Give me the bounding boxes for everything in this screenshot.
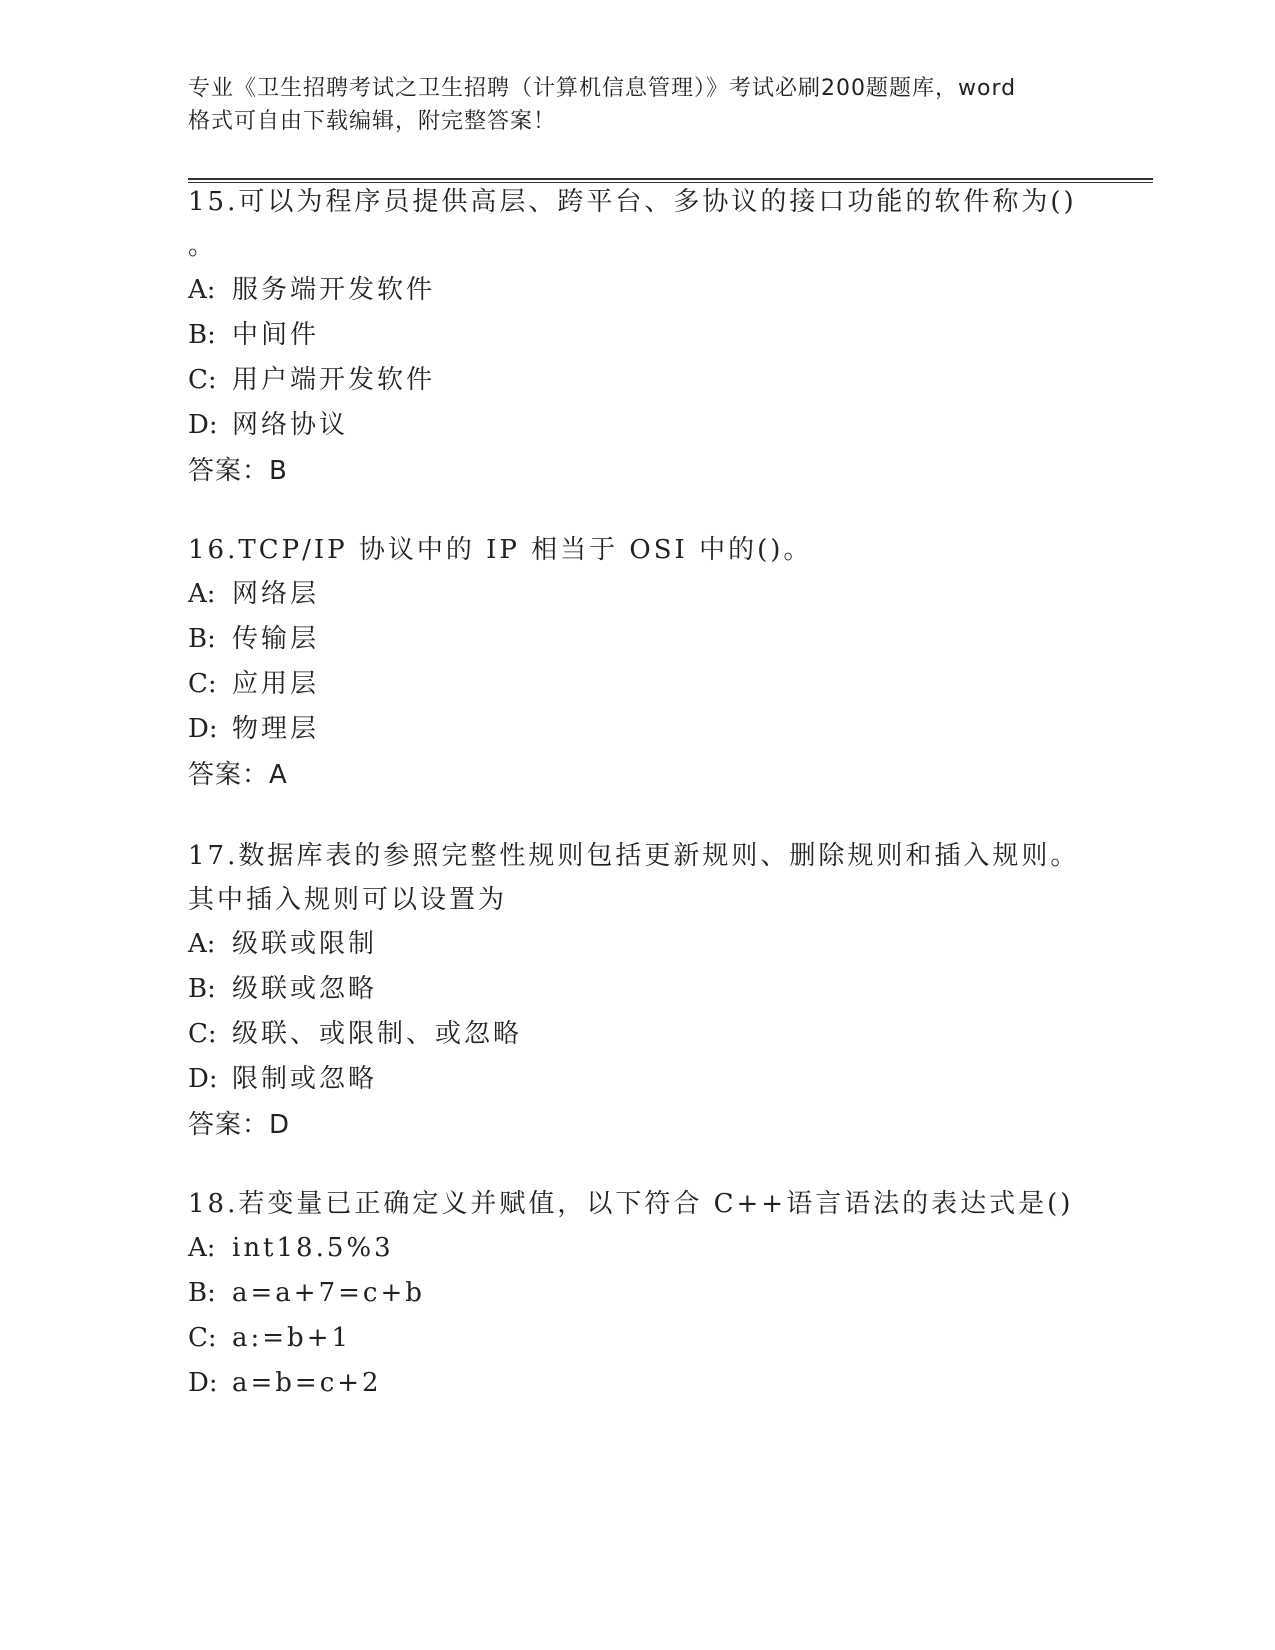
option-letter: C:: [188, 1323, 217, 1353]
answer-label: 答案：B: [188, 456, 288, 486]
option-c: [188, 358, 1088, 403]
option-d: [188, 1361, 1088, 1406]
option-letter: C:: [188, 365, 217, 395]
option-text: 网络层: [232, 579, 320, 609]
option-letter: A:: [188, 929, 216, 959]
option-text: a:=b+1: [232, 1323, 352, 1353]
option-text: a=a+7=c+b: [232, 1278, 425, 1308]
option-text: 级联、或限制、或忽略: [232, 1019, 523, 1049]
option-letter: D:: [188, 714, 218, 744]
option-letter: D:: [188, 410, 218, 440]
option-letter: D:: [188, 1368, 218, 1398]
option-text: 级联或限制: [232, 929, 378, 959]
answer-label: 答案：D: [188, 1110, 291, 1140]
option-letter: A:: [188, 275, 216, 305]
option-letter: A:: [188, 1233, 216, 1263]
question-stem: 16.TCP/IP 协议中的 IP 相当于 OSI 中的()。: [188, 535, 813, 565]
question-15: [188, 180, 1088, 494]
option-c: [188, 662, 1088, 707]
question-16: [188, 528, 1088, 798]
option-c: [188, 1012, 1088, 1057]
option-b: [188, 313, 1088, 358]
option-letter: D:: [188, 1064, 218, 1094]
answer-label: 答案：A: [188, 760, 288, 790]
option-b: [188, 967, 1088, 1012]
option-d: [188, 707, 1088, 752]
question-stem-continued: 。: [188, 231, 218, 261]
question-18: [188, 1182, 1088, 1406]
option-text: int18.5%3: [232, 1233, 394, 1263]
question-stem: 17.数据库表的参照完整性规则包括更新规则、删除规则和插入规则。: [188, 841, 1080, 871]
document-header: [188, 72, 1088, 138]
option-text: 应用层: [232, 669, 320, 699]
header-line-1: 专业《卫生招聘考试之卫生招聘（计算机信息管理）》考试必刷200题题库，word: [188, 76, 1017, 101]
option-text: 中间件: [232, 320, 320, 350]
question-17: [188, 834, 1088, 1148]
option-text: 限制或忽略: [232, 1064, 378, 1094]
option-a: [188, 268, 1088, 313]
option-letter: B:: [188, 1278, 216, 1308]
option-text: 物理层: [232, 714, 320, 744]
header-line-2: 格式可自由下载编辑，附完整答案！: [188, 109, 557, 134]
option-text: 服务端开发软件: [232, 275, 436, 305]
option-d: [188, 1057, 1088, 1102]
option-letter: A:: [188, 579, 216, 609]
option-a: [188, 922, 1088, 967]
option-text: a=b=c+2: [232, 1368, 382, 1398]
option-c: [188, 1316, 1088, 1361]
option-a: [188, 572, 1088, 617]
option-d: [188, 403, 1088, 448]
option-letter: C:: [188, 1019, 217, 1049]
question-stem-continued: 其中插入规则可以设置为: [188, 885, 508, 915]
option-text: 用户端开发软件: [232, 365, 436, 395]
option-letter: B:: [188, 624, 216, 654]
option-text: 传输层: [232, 624, 320, 654]
question-stem: 15.可以为程序员提供高层、跨平台、多协议的接口功能的软件称为(): [188, 187, 1077, 217]
option-text: 网络协议: [232, 410, 349, 440]
question-stem: 18.若变量已正确定义并赋值，以下符合 C++语言语法的表达式是(): [188, 1189, 1074, 1219]
option-b: [188, 617, 1088, 662]
option-text: 级联或忽略: [232, 974, 378, 1004]
option-b: [188, 1271, 1088, 1316]
option-letter: B:: [188, 320, 216, 350]
option-letter: B:: [188, 974, 216, 1004]
option-letter: C:: [188, 669, 217, 699]
option-a: [188, 1226, 1088, 1271]
